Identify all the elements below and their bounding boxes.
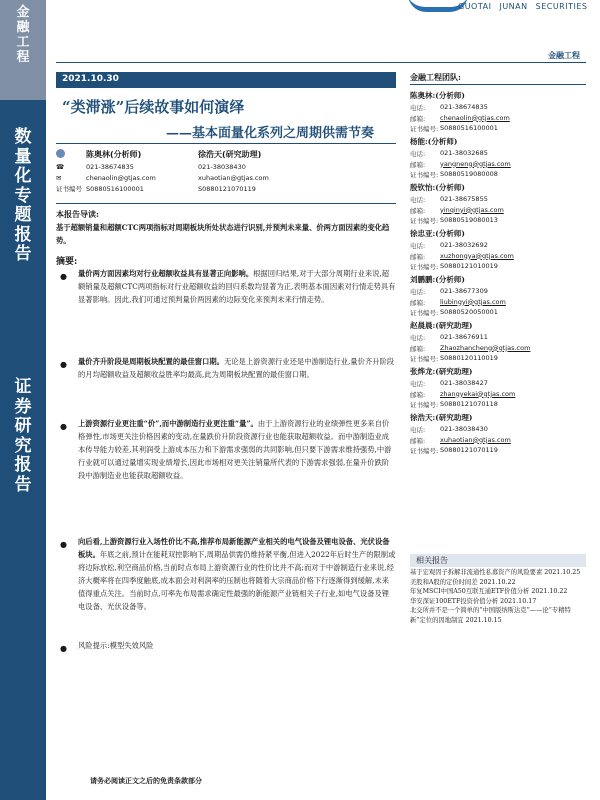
- team-member: 杨能:(分析师) 电话: 021-38032685 邮箱: yangneng@gtjas.com 证书编号: S0880519080008: [410, 137, 511, 179]
- member-email-link[interactable]: chenaolin@gtjas.com: [440, 113, 510, 122]
- guide-text: 基于超额销量和超额CTC两项指标对周期板块所处状态进行识别,并预判未来量、价两方面因素的变化趋势。: [56, 223, 390, 245]
- email-icon: ✉: [56, 173, 62, 182]
- analyst-1-name: 陈奥林(分析师): [86, 149, 142, 159]
- analyst-block: [56, 147, 396, 194]
- team-member: 赵晨晨:(研究助理) 电话: 021-38676911 邮箱: Zhaozhancheng@gtjas.com 证书编号: S0880120110019: [410, 321, 531, 363]
- analyst-2-name: 徐浩天(研究助理): [198, 149, 262, 159]
- team-heading: 金融工程团队:: [410, 72, 461, 82]
- analyst-divider: [56, 203, 396, 204]
- report-date: 2021.10.30: [56, 72, 396, 88]
- member-email-link[interactable]: xuzhongya@gtjas.com: [440, 251, 514, 260]
- related-report-link[interactable]: 基于宏观因子拆解非流通性私募资产的风险要素 2021.10.25: [410, 569, 581, 576]
- analyst-1-cert: S0880516100001: [86, 184, 144, 193]
- member-email-link[interactable]: Zhaozhancheng@gtjas.com: [440, 343, 531, 352]
- bullet-dot-icon: ●: [60, 360, 67, 369]
- phone-icon: ☎: [56, 162, 65, 171]
- logo-text: GUOTAI JUNAN SECURITIES: [458, 2, 588, 11]
- bullet-dot-icon: ●: [60, 422, 67, 431]
- team-member: 徐浩天:(研究助理) 电话: 021-38038430 邮箱: xuhaotian@gtjas.com 证书编号: S0880121070119: [410, 413, 511, 455]
- related-reports-list: [410, 568, 586, 625]
- bullet-dot-icon: ●: [60, 540, 67, 549]
- related-report-link[interactable]: 华安深证100ETF投资价值分析 2021.10.17: [410, 597, 537, 605]
- analyst-1-email[interactable]: chenaolin@gtjas.com: [86, 173, 156, 182]
- left-sidebar-band: [0, 0, 46, 800]
- related-report-link[interactable]: 年复MSCI中国A50互联互通ETF价值分析 2021.10.22: [410, 588, 568, 596]
- summary-bullet: ● 量价两方面因素均对行业超额收益具有显著正向影响。根据回归结果,对于大部分周期行业来说,超额销量及超额CTC两项指标对行业超额收益的回归系数均显著为正,表明基本面因素对行情走势具有显著影响。因此,我们可通过预判量价两因素的边际变化来预判未来行情走势。: [60, 269, 396, 304]
- header-divider: [56, 62, 586, 63]
- bullet-dot-icon: ●: [60, 644, 67, 653]
- analyst-2-cert: S0880121070119: [198, 184, 256, 193]
- analyst-2-email[interactable]: xuhaotian@gtjas.com: [198, 173, 269, 182]
- team-member: 张烨龙:(研究助理) 电话: 021-38038427 邮箱: zhangyekai@gtjas.com 证书编号: S0880121070118: [410, 367, 516, 409]
- bullet-dot-icon: ●: [60, 272, 67, 281]
- summary-heading: 摘要:: [56, 257, 78, 267]
- person-icon: [56, 149, 65, 158]
- report-category: 金融工程: [548, 50, 580, 60]
- member-email-link[interactable]: liubingyi@gtjas.com: [440, 297, 506, 306]
- team-list: [410, 90, 586, 458]
- report-subtitle: ——基本面量化系列之周期供需节奏: [166, 126, 375, 141]
- sidebar-label-quant-report: 数 量 化 专 题 报 告: [14, 127, 32, 265]
- company-logo: [400, 0, 600, 30]
- analyst-2-phone: 021-38038430: [198, 162, 246, 171]
- related-report-link[interactable]: 美股和A股的定价时间差 2021.10.22: [410, 578, 516, 586]
- team-divider: [410, 84, 586, 85]
- related-report-link[interactable]: 北交所并不是一个简单的“中国版纳斯达克”——论“专精特新”定位的因地制宜 2021.10.15: [410, 607, 571, 624]
- sidebar-label-finance-engineering: 金 融 工 程: [16, 5, 30, 65]
- report-title: “类滞涨”后续故事如何演绎: [62, 98, 245, 116]
- summary-bullet: ● 向后看,上游资源行业入场性价比不高,推荐布局新能源产业相关的电气设备及锂电设备、光伏设备板块。年底之前,预计在能耗双控影响下,周期品供需仍维持紧平衡,但进入2022年后时生产的限制或将边际放松,利空商品价格,当前时点布局上游资源行业的性价比并不高;而对于中游制造行业来说,经济大概率将在四季度触底,成本面会对利润率的压制也将随着大宗商品价格下行逐渐得到缓解,未来值得重点关注。当前时点,可率先布局需求确定性最强的新能源产业链相关子行业,如电气设备及锂电设备、光伏设备等。: [60, 537, 396, 611]
- team-member: 徐忠亚:(分析师) 电话: 021-38032692 邮箱: xuzhongya@gtjas.com 证书编号: S0880121010019: [410, 229, 514, 271]
- related-reports-heading: 相关报告: [410, 554, 586, 567]
- guide-heading: 本报告导读:: [56, 209, 99, 219]
- member-email-link[interactable]: yinqinyi@gtjas.com: [440, 205, 504, 214]
- disclaimer-note: 请务必阅读正文之后的免责条款部分: [90, 776, 202, 785]
- team-member: 刘鹏鹏:(分析师) 电话: 021-38677309 邮箱: liubingyi@gtjas.com 证书编号: S0880520050001: [410, 275, 506, 317]
- summary-bullet: ● 量价齐升阶段是周期板块配置的最佳窗口期。无论是上游资源行业还是中游制造行业,量价齐升阶段的月均超额收益及超额收益胜率均最高,此为周期板块配置的最佳窗口期。: [60, 357, 395, 379]
- risk-note: ● 风险提示:模型失效风险: [56, 640, 396, 653]
- analyst-1-phone: 021-38674835: [86, 162, 134, 171]
- cert-label: 证书编号: [56, 185, 82, 193]
- member-email-link[interactable]: xuhaotian@gtjas.com: [440, 435, 511, 444]
- summary-bullet: ● 上游资源行业更注重“价”,而中游制造行业更注重“量”。由于上游资源行业的业绩弹性更多来自价格弹性,市场更关注价格因素的变动,在量跌价升阶段资源行业也能获取超额收益。而中游制造业成本传导能力较差,其利润受上游成本压力和下游需求强弱的共同影响,但只要下游需求维持强势,中游行业就可以通过量增实现业绩增长,因此市场相对更关注销量所代表的下游需求强弱,在量升价跌阶段中游制造业也能获取超额收益。: [60, 419, 392, 480]
- sidebar-label-securities-research: 证 券 研 究 报 告: [14, 377, 32, 495]
- team-member: 殷钦怡:(分析师) 电话: 021-38675855 邮箱: yinqinyi@gtjas.com 证书编号: S0880519080013: [410, 183, 504, 225]
- member-email-link[interactable]: zhangyekai@gtjas.com: [440, 389, 516, 398]
- team-member: 陈奥林:(分析师) 电话: 021-38674835 邮箱: chenaolin@gtjas.com 证书编号: S0880516100001: [410, 91, 510, 133]
- title-divider: [56, 143, 396, 144]
- member-email-link[interactable]: yangneng@gtjas.com: [440, 159, 511, 168]
